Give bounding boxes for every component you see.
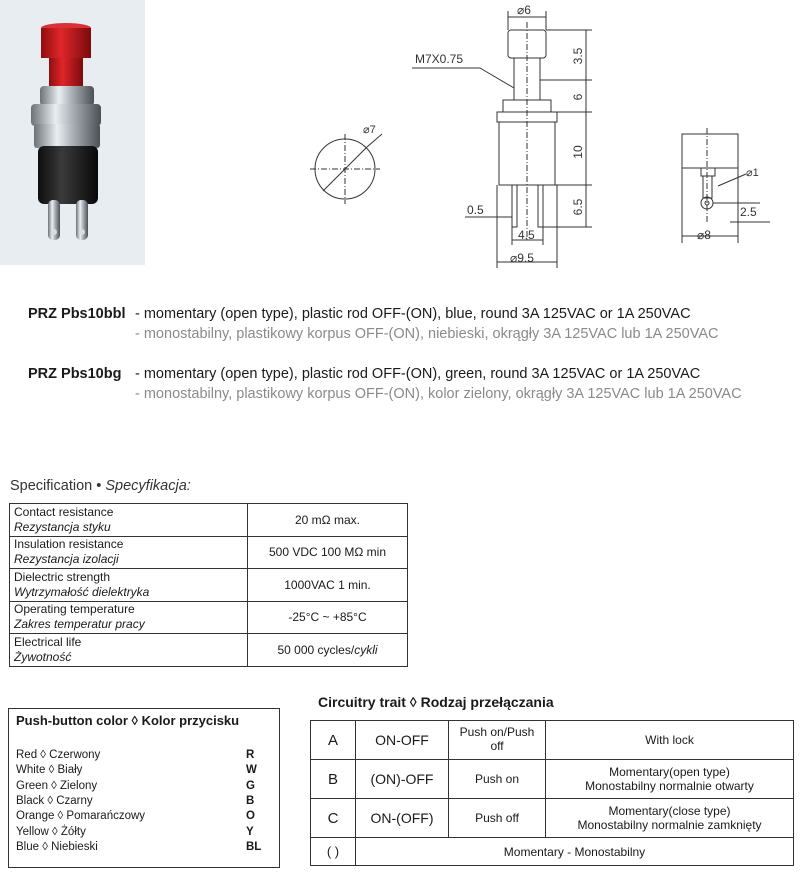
list-item: Red ◊ Czerwony R bbox=[16, 749, 255, 761]
dim-label: 6.5 bbox=[571, 198, 585, 216]
table-row: C ON-(OFF) Push off Momentary(close type) Monostabilny normalnie zamknięty bbox=[311, 799, 794, 838]
product-code: PRZ Pbs10bbl bbox=[28, 306, 126, 322]
list-item: White ◊ Biały W bbox=[16, 764, 257, 777]
circuitry-table bbox=[310, 720, 794, 866]
dim-label: 10 bbox=[571, 145, 585, 159]
list-item: Green ◊ Zielony G bbox=[16, 779, 255, 792]
dim-label: 3.5 bbox=[571, 47, 585, 65]
product-desc-en: - momentary (open type), plastic rod OFF-(ON), blue, round 3A 125VAC or 1A 250VAC bbox=[135, 306, 691, 322]
dim-label: 2.5 bbox=[740, 205, 757, 219]
circle-dim-label: ⌀7 bbox=[363, 124, 376, 136]
spec-title: Specification • Specyfikacja: bbox=[10, 478, 191, 494]
dim-label: 6 bbox=[571, 93, 585, 101]
table-row: Contact resistance Rezystancja styku 20 mΩ max. bbox=[10, 504, 408, 537]
product-code: PRZ Pbs10bg bbox=[28, 366, 122, 382]
product-desc-en: - momentary (open type), plastic rod OFF-(ON), green, round 3A 125VAC or 1A 250VAC bbox=[135, 366, 701, 382]
push-button-image bbox=[0, 0, 145, 265]
dim-label: ⌀9.5 bbox=[510, 251, 534, 265]
color-title: Push-button color ◊ Kolor przycisku bbox=[16, 713, 240, 728]
dim-label: ⌀8 bbox=[697, 228, 711, 242]
table-row: B (ON)-OFF Push on Momentary(open type) Monostabilny normalnie otwarty bbox=[311, 760, 794, 799]
product-photo bbox=[0, 0, 145, 265]
table-row: A ON-OFF Push on/Push off With lock bbox=[311, 721, 794, 760]
table-row: Electrical life Żywotność 50 000 cycles/cykli bbox=[10, 634, 408, 667]
table-row: Dielectric strength Wytrzymałość dielektryka 1000VAC 1 min. bbox=[10, 569, 408, 602]
list-item: Black ◊ Czarny B bbox=[16, 794, 255, 807]
table-row: Operating temperature Zakres temperatur pracy -25°C ~ +85°C bbox=[10, 601, 408, 634]
color-box bbox=[8, 708, 280, 868]
list-item: Yellow ◊ Żółty Y bbox=[16, 825, 254, 838]
spec-table bbox=[9, 503, 408, 667]
technical-drawing bbox=[300, 0, 800, 275]
list-item: Orange ◊ Pomarańczowy O bbox=[16, 810, 255, 823]
table-row: ( ) Momentary - Monostabilny bbox=[311, 838, 794, 866]
table-row: Insulation resistance Rezystancja izolacji 500 VDC 100 MΩ min bbox=[10, 536, 408, 569]
thread-label: M7X0.75 bbox=[415, 52, 464, 66]
dim-label: 4.5 bbox=[518, 228, 535, 242]
product-desc-pl: - monostabilny, plastikowy korpus OFF-(ON), niebieski, okrągły 3A 125VAC lub 1A 250VAC bbox=[135, 326, 719, 342]
dim-label: 0.5 bbox=[467, 203, 484, 217]
circuitry-title: Circuitry trait ◊ Rodzaj przełączania bbox=[318, 694, 554, 710]
dim-label: ⌀6 bbox=[517, 3, 531, 17]
dim-label: ⌀1 bbox=[746, 167, 759, 179]
list-item: Blue ◊ Niebieski BL bbox=[16, 840, 262, 853]
product-desc-pl: - monostabilny, plastikowy korpus OFF-(ON), kolor zielony, okrągły 3A 125VAC lub 1A 250VAC bbox=[135, 386, 742, 402]
